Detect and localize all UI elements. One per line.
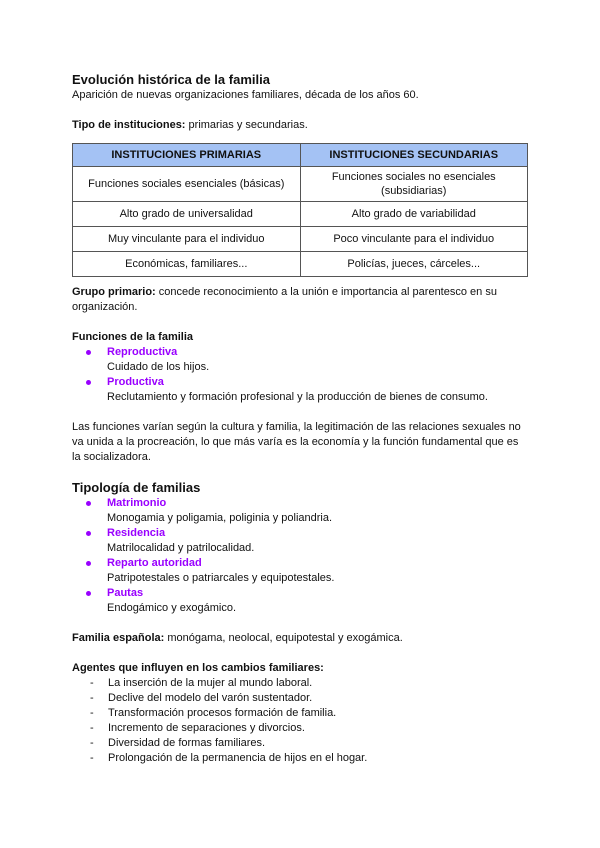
list-item-text: Diversidad de formas familiares.: [108, 737, 266, 749]
familia-espanola-line: [72, 631, 528, 646]
table-cell: Poco vinculante para el individuo: [300, 227, 528, 252]
list-item-title: Pautas: [107, 587, 144, 599]
list-item: [90, 721, 528, 736]
table-cell: Muy vinculante para el individuo: [73, 227, 301, 252]
table-row: [73, 252, 528, 277]
dash-bullet-icon: -: [90, 707, 94, 719]
list-item: [86, 526, 528, 556]
tipo-instituciones-text: primarias y secundarias.: [185, 119, 308, 131]
list-item: [86, 586, 528, 616]
grupo-primario-text: concede reconocimiento a la unión e importancia al parentesco en su organización.: [72, 286, 497, 313]
table-row: [73, 202, 528, 227]
document-page: [72, 72, 528, 766]
familia-espanola-label: Familia española:: [72, 632, 165, 644]
dash-bullet-icon: -: [90, 752, 94, 764]
tipologia-heading: Tipología de familias: [72, 480, 201, 495]
tipo-instituciones-line: [72, 118, 528, 133]
page-title: Evolución histórica de la familia: [72, 72, 270, 87]
list-item-title: Reproductiva: [107, 346, 178, 358]
list-item-desc: Matrilocalidad y patrilocalidad.: [107, 542, 255, 554]
table-row: [73, 167, 528, 202]
list-item-title: Residencia: [107, 527, 166, 539]
grupo-primario-label: Grupo primario:: [72, 286, 156, 298]
tipologia-list: [72, 496, 528, 616]
bullet-icon: [86, 591, 91, 596]
table-row: [73, 227, 528, 252]
list-item-title: Productiva: [107, 376, 164, 388]
list-item-desc: Patripotestales o patriarcales y equipotestales.: [107, 572, 335, 584]
funciones-list: [72, 345, 528, 405]
bullet-icon: [86, 350, 91, 355]
list-item-desc: Monogamia y poligamia, poliginia y poliandria.: [107, 512, 333, 524]
list-item-text: Declive del modelo del varón sustentador.: [108, 692, 313, 704]
tipo-instituciones-label: Tipo de instituciones:: [72, 119, 186, 131]
list-item: [90, 751, 528, 766]
table-header-row: [73, 144, 528, 167]
list-item: [90, 706, 528, 721]
bullet-icon: [86, 380, 91, 385]
table-cell: Alto grado de universalidad: [73, 202, 301, 227]
list-item: [86, 496, 528, 526]
list-item: [90, 676, 528, 691]
list-item: [86, 375, 528, 405]
agentes-list: [72, 676, 528, 766]
bullet-icon: [86, 561, 91, 566]
table-header-secundarias: INSTITUCIONES SECUNDARIAS: [300, 144, 528, 167]
list-item: [86, 556, 528, 586]
list-item-text: La inserción de la mujer al mundo laboral.: [108, 677, 313, 689]
list-item: [86, 345, 528, 375]
funciones-heading: Funciones de la familia: [72, 331, 194, 343]
bullet-icon: [86, 531, 91, 536]
list-item-desc: Cuidado de los hijos.: [107, 361, 210, 373]
list-item-desc: Reclutamiento y formación profesional y la producción de bienes de consumo.: [107, 391, 488, 403]
list-item-text: Transformación procesos formación de familia.: [108, 707, 337, 719]
dash-bullet-icon: -: [90, 722, 94, 734]
funciones-paragraph: Las funciones varían según la cultura y familia, la legitimación de las relaciones sexuales no va unida a la procreación, lo que más varía es la economía y la función fundamental que es la socializadora.: [72, 421, 521, 463]
dash-bullet-icon: -: [90, 677, 94, 689]
table-cell: Económicas, familiares...: [73, 252, 301, 277]
table-cell: Policías, jueces, cárceles...: [300, 252, 528, 277]
page-subtitle: Aparición de nuevas organizaciones familiares, década de los años 60.: [72, 89, 419, 101]
dash-bullet-icon: -: [90, 737, 94, 749]
table-header-primarias: INSTITUCIONES PRIMARIAS: [73, 144, 301, 167]
list-item-text: Incremento de separaciones y divorcios.: [108, 722, 305, 734]
grupo-primario-paragraph: [72, 285, 528, 315]
agentes-heading: Agentes que influyen en los cambios familiares:: [72, 662, 324, 674]
list-item-desc: Endogámico y exogámico.: [107, 602, 237, 614]
table-cell: Alto grado de variabilidad: [300, 202, 528, 227]
list-item: [90, 736, 528, 751]
table-cell: Funciones sociales esenciales (básicas): [73, 167, 301, 202]
dash-bullet-icon: -: [90, 692, 94, 704]
list-item-title: Reparto autoridad: [107, 557, 202, 569]
list-item-title: Matrimonio: [107, 497, 167, 509]
familia-espanola-text: monógama, neolocal, equipotestal y exogámica.: [164, 632, 403, 644]
table-cell: Funciones sociales no esenciales (subsidiarias): [300, 167, 528, 202]
bullet-icon: [86, 501, 91, 506]
list-item: [90, 691, 528, 706]
institutions-table: [72, 143, 528, 277]
list-item-text: Prolongación de la permanencia de hijos en el hogar.: [108, 752, 368, 764]
